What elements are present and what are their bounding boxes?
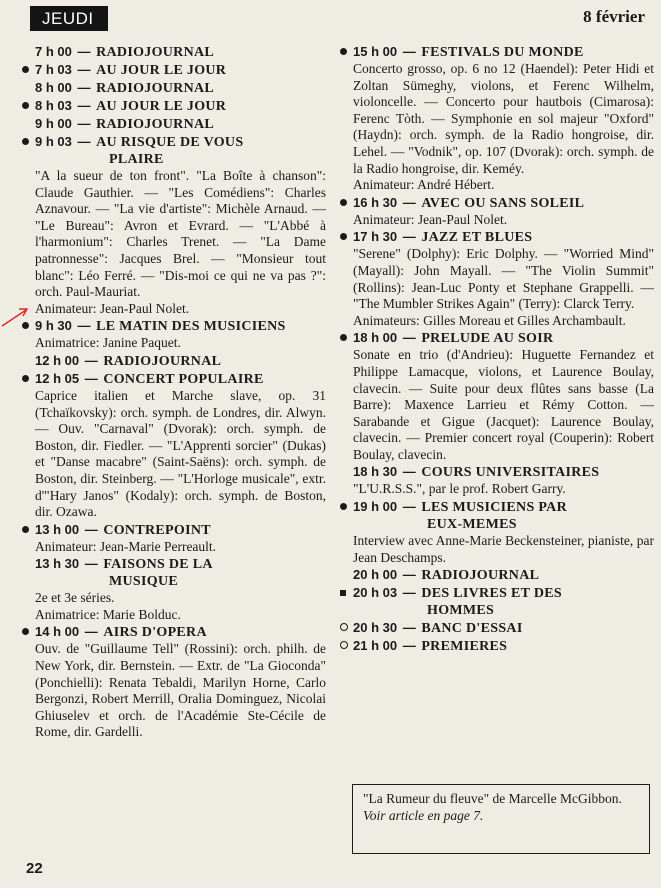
program-host: Animateur: Jean-Paul Nolet. (353, 211, 508, 227)
dash-separator: — (399, 194, 420, 210)
program-title: RADIOJOURNAL (103, 353, 222, 369)
program-description: "L'U.R.S.S.", par le prof. Robert Garry. (353, 481, 566, 497)
program-heading (22, 43, 326, 61)
program-title: BANC D'ESSAI (421, 621, 523, 637)
program-title: CONCERT POPULAIRE (103, 371, 264, 387)
bullet-dot-icon (340, 199, 347, 206)
program-time: 9 h 30 (35, 318, 72, 334)
bullet-dot-icon (340, 233, 347, 240)
program-entry (340, 43, 654, 194)
program-title: AU JOUR LE JOUR (96, 63, 227, 78)
program-heading (340, 228, 654, 246)
dash-separator: — (399, 499, 420, 515)
program-heading (22, 555, 326, 590)
dash-separator: — (81, 624, 102, 640)
program-entry (340, 194, 654, 229)
dash-separator: — (81, 352, 102, 368)
dash-separator: — (81, 370, 102, 386)
left-column (22, 43, 326, 741)
program-heading (340, 498, 654, 533)
program-entry (340, 329, 654, 463)
program-description: Caprice italien et Marche slave, op. 31 (Tchaïkovsky): orch. symph. de Londres, dir. Alwyn. — Ouv. "Carnaval" (Dvorak): orch. symph. de Boston, dir. Fiedler. — "L'Apprenti sorcier" (Dukas) et "Danse macabre" (Saint-Saëns): orch. symph. de Boston, dir. Steinberg. — "L'Horloge musicale", extr. d'"Hary Janos" (Kodaly): orch. symph. de Boston, dir. Ozawa. (35, 387, 326, 520)
dash-separator: — (399, 229, 420, 245)
program-time: 12 h 05 (35, 370, 80, 386)
featured-note-text: "La Rumeur du fleuve" de Marcelle McGibbon. (363, 791, 622, 806)
bullet-dot-icon (22, 526, 29, 533)
program-title-continued: HOMMES (427, 603, 495, 619)
program-time: 9 h 03 (35, 134, 72, 149)
dash-separator: — (399, 464, 420, 480)
dash-separator: — (73, 318, 95, 334)
program-entry (340, 619, 654, 637)
program-host: Animateurs: Gilles Moreau et Gilles Archambault. (353, 312, 626, 328)
program-title: FESTIVALS DU MONDE (421, 45, 584, 60)
page-number: 22 (26, 860, 43, 877)
program-time: 8 h 00 (35, 80, 72, 95)
program-time: 7 h 00 (35, 44, 72, 59)
program-heading (340, 194, 654, 212)
program-description: Concerto grosso, op. 6 no 12 (Haendel): Peter Hidi et Zoltan Sümeghy, violons, et Ferenc Wilhelm, violoncelle. — Concerto pour hautbois (Cimarosa): Ferenc Tòth. — Symphonie en sol majeur "Oxford" (Haydn): orch. symph. de la Radio hongroise, dir. Lehel. — "Vodnik", op. 107 (Dvorak): orch. symph. de la Radio hongroise, dir. Keméy. (353, 61, 654, 176)
program-time: 7 h 03 (35, 62, 72, 77)
dash-separator: — (73, 116, 95, 131)
program-description: "A la sueur de ton front". "La Boîte à chanson": Claude Gauthier. — "Les Comédiens": Charles Aznavour. — "La vie d'artiste": Michèle Arnaud. — "Le Bureau": Avron et Evrard. — "L'Abbé à l'harmonium": Charles Trenet. — "La Dame patronnesse": Jacques Brel. — "Monsieur tout blanc": Léo Ferré. — "Dis-moi ce qui ne va pas ?": orch. Paul-Mauriat. (35, 168, 326, 300)
program-entry (340, 566, 654, 584)
program-time: 21 h 00 (353, 638, 398, 654)
program-heading (340, 329, 654, 347)
bullet-dot-icon (22, 628, 29, 635)
program-entry (22, 555, 326, 623)
program-title: AVEC OU SANS SOLEIL (421, 195, 585, 211)
dash-separator: — (399, 585, 420, 601)
program-entry (340, 498, 654, 566)
program-heading (340, 637, 654, 655)
program-host: Animatrice: Marie Bolduc. (35, 606, 181, 622)
dash-separator: — (73, 98, 95, 113)
dash-separator: — (399, 620, 420, 636)
program-entry (340, 463, 654, 498)
program-time: 16 h 30 (353, 194, 398, 210)
program-heading (340, 43, 654, 61)
program-title: RADIOJOURNAL (96, 81, 215, 96)
program-heading (22, 370, 326, 388)
program-heading (340, 566, 654, 584)
program-entry (340, 637, 654, 655)
program-title: COURS UNIVERSITAIRES (421, 465, 600, 481)
program-host: Animateur: Jean-Paul Nolet. (35, 300, 190, 316)
program-time: 8 h 03 (35, 98, 72, 113)
program-title: PREMIERES (421, 639, 508, 655)
bullet-dot-icon (340, 48, 347, 55)
program-entry (22, 133, 326, 317)
program-time: 15 h 00 (353, 44, 398, 59)
program-entry (22, 61, 326, 79)
program-time: 14 h 00 (35, 624, 80, 640)
program-time: 20 h 03 (353, 585, 398, 601)
program-entry (22, 97, 326, 115)
program-title: AU RISQUE DE VOUS (96, 135, 244, 150)
program-heading (340, 584, 654, 619)
program-description: Ouv. de "Guillaume Tell" (Rossini): orch. philh. de New York, dir. Bernstein. — Extr. de "La Gioconda" (Ponchielli): Renata Tebaldi, Marilyn Horne, Carlo Bergonzi, Robert Merrill, Oralia Dominguez, Nicolai Ghiuselev et orch. de l'Académie Ste-Cécile de Rome, dir. Gardelli. (35, 641, 326, 740)
bullet-dot-icon (22, 66, 29, 73)
program-entry (22, 79, 326, 97)
program-time: 12 h 00 (35, 352, 80, 368)
program-heading (22, 97, 326, 115)
program-heading (340, 463, 654, 481)
program-heading (22, 115, 326, 133)
right-column (340, 43, 654, 655)
program-heading (22, 623, 326, 641)
day-label: JEUDI (30, 6, 108, 31)
program-heading (22, 521, 326, 539)
program-heading (340, 619, 654, 637)
program-time: 18 h 00 (353, 330, 398, 346)
program-title-continued: EUX-MEMES (427, 517, 517, 533)
program-time: 20 h 00 (353, 567, 398, 583)
program-heading (22, 133, 326, 168)
program-heading (22, 61, 326, 79)
bullet-square-icon (340, 590, 346, 596)
program-heading (22, 79, 326, 97)
dash-separator: — (73, 134, 95, 149)
program-time: 20 h 30 (353, 620, 398, 636)
program-time: 18 h 30 (353, 464, 398, 480)
program-time: 19 h 00 (353, 499, 398, 515)
program-description: 2e et 3e séries. (35, 590, 115, 606)
bullet-ring-icon (340, 623, 348, 631)
program-entry (340, 584, 654, 619)
program-title: AIRS D'OPERA (103, 625, 207, 641)
dash-separator: — (73, 62, 95, 77)
bullet-dot-icon (340, 503, 347, 510)
program-description: Interview avec Anne-Marie Beckensteiner, pianiste, par Jean Deschamps. (353, 533, 654, 565)
program-heading (22, 317, 326, 335)
program-title: DES LIVRES ET DES (421, 586, 562, 602)
program-host: Animateur: André Hébert. (353, 177, 495, 193)
program-title-continued: MUSIQUE (109, 574, 178, 590)
program-entry (22, 317, 326, 352)
dash-separator: — (399, 44, 420, 59)
program-entry (22, 623, 326, 741)
program-title: LE MATIN DES MUSICIENS (96, 319, 286, 335)
program-title: LES MUSICIENS PAR (421, 500, 567, 516)
program-title: RADIOJOURNAL (96, 117, 215, 132)
program-time: 17 h 30 (353, 229, 398, 245)
program-title: RADIOJOURNAL (96, 45, 215, 60)
program-entry (340, 228, 654, 329)
dash-separator: — (73, 44, 95, 59)
bullet-dot-icon (22, 322, 29, 329)
date-label: 8 février (583, 7, 645, 26)
bullet-dot-icon (22, 375, 29, 382)
program-host: Animateur: Jean-Marie Perreault. (35, 538, 217, 554)
bullet-ring-icon (340, 641, 348, 649)
program-time: 9 h 00 (35, 116, 72, 131)
program-time: 13 h 30 (35, 556, 80, 572)
program-entry (22, 43, 326, 61)
program-time: 13 h 00 (35, 521, 80, 537)
program-entry (22, 352, 326, 370)
featured-note-box (352, 784, 650, 854)
featured-note-reference: Voir article en page 7. (363, 807, 484, 823)
program-host: Animatrice: Janine Paquet. (35, 335, 181, 351)
program-description: Sonate en trio (d'Andrieu): Huguette Fernandez et Philippe Lamacque, violons, et Laurence Boulay, clavecin. — Suite pour deux flûtes sans basse (La Barre): Maxence Larrieu et Rémy Cotton. — Sarabande et Gigue (Jacquet): Laurence Boulay, clavecin. — Premier concert royal (Couperin): Robert Boulay, clavecin. (353, 347, 654, 462)
dash-separator: — (399, 638, 420, 654)
program-title: JAZZ ET BLUES (421, 230, 533, 246)
dash-separator: — (73, 80, 95, 95)
dash-separator: — (399, 567, 420, 583)
program-title: CONTREPOINT (103, 522, 211, 538)
bullet-dot-icon (22, 102, 29, 109)
program-title-continued: PLAIRE (109, 152, 164, 167)
program-title: PRELUDE AU SOIR (421, 331, 554, 347)
bullet-dot-icon (340, 334, 347, 341)
dash-separator: — (81, 556, 102, 572)
program-description: "Serene" (Dolphy): Eric Dolphy. — "Worried Mind" (Mayall): John Mayall. — "The Violin Summit" (Rollins): Jean-Luc Ponty et Stephane Grappelli. — "The Mumbler Strikes Again" (Terry): Clarck Terry. (353, 246, 654, 312)
program-title: RADIOJOURNAL (421, 568, 540, 584)
bullet-dot-icon (22, 138, 29, 145)
program-heading (22, 352, 326, 370)
dash-separator: — (81, 521, 102, 537)
program-title: FAISONS DE LA (103, 557, 213, 573)
program-title: AU JOUR LE JOUR (96, 99, 227, 114)
program-entry (22, 115, 326, 133)
dash-separator: — (399, 330, 420, 346)
program-entry (22, 370, 326, 521)
program-entry (22, 521, 326, 556)
